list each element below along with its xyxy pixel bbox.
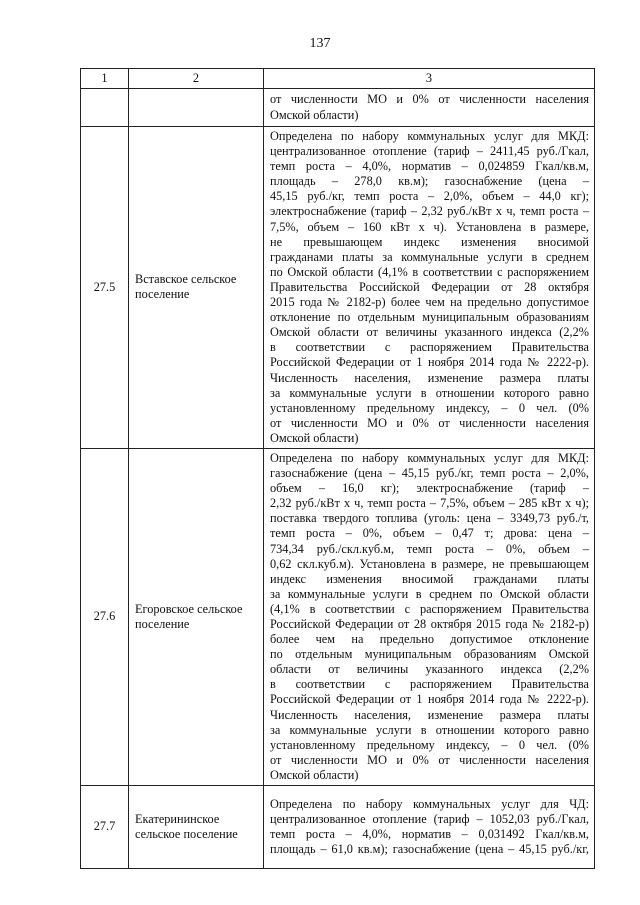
text-line: Российской Федерации от 1 ноября 2014 года № 2222-р). [270,692,589,707]
text-line: газоснабжение (цена – 45,15 руб./кг, темп роста – 2,0%, [270,466,589,481]
page-number: 137 [309,36,331,51]
text-line: по отдельным муниципальным образованиям Омской [270,647,589,662]
text-line: в соответствии с распоряжением Правительства [270,340,589,355]
text-line: Омской области от величины указанного индекса (2,2% [270,325,589,340]
row-number-cell: 27.5 [81,127,129,449]
text-line: 2015 года № 2182-р) более чем на предельно допустимое [270,295,589,310]
text-line: установленному предельному индексу, – 0 чел. (0% [270,400,589,415]
text-line: за коммунальные услуги в отношении которого равно [270,385,589,400]
text-line: 2,32 руб./кВт х ч, темп роста – 7,5%, объем – 285 кВт х ч); [270,496,589,511]
text-line: площадь – 278,0 кв.м); газоснабжение (цена – [270,174,589,189]
text-line: 45,15 руб./кг, темп роста – 2,0%, объем – 44,0 кг); [270,189,589,204]
text-line: (4,1% в соответствии с распоряжением Правительства [270,601,589,616]
column-header-3: 3 [264,69,595,89]
name-line: Екатерининское [135,811,220,826]
row-name-cell [129,89,264,127]
text-line: Омской области) [270,767,359,782]
text-line: централизованное отопление (тариф – 2411,45 руб./Гкал, [270,144,589,159]
row-text-cell [264,448,595,785]
text-line: более чем на предельно допустимое отклонение [270,632,589,647]
row-number-cell [81,89,129,127]
text-line: по Омской области (4,1% в соответствии с распоряжением [270,264,589,279]
text-line: индекс изменения вносимой гражданами платы [270,571,589,586]
text-line: Определена по набору коммунальных услуг для МКД: [270,129,589,143]
name-line: Вставское сельское [135,272,237,287]
text-line: Численность населения, изменение размера платы [270,707,589,722]
table-row [81,786,595,869]
row-text-cell [264,786,595,869]
text-line: за коммунальные услуги в отношении которого равно [270,722,589,737]
table-row [81,127,595,449]
text-line: гражданами платы за коммунальные услуги в среднем [270,249,589,264]
row-text-cell [264,89,595,127]
text-line: за коммунальные услуги в среднем по Омской области [270,586,589,601]
row-name-cell [129,786,264,869]
name-line: поселение [135,617,190,631]
table-row [81,448,595,785]
text-line: не превышающем индекс изменения вносимой [270,234,589,249]
text-line: темп роста – 4,0%, норматив – 0,031492 Гкал/кв.м, [270,827,589,842]
row-number-cell: 27.6 [81,448,129,785]
text-line: темп роста – 0%, объем – 0,47 т; дрова: цена – [270,526,589,541]
text-line: объем – 16,0 кг); электроснабжение (тариф – [270,481,589,496]
text-line: в соответствии с распоряжением Правительства [270,677,589,692]
text-line: электроснабжение (тариф – 2,32 руб./кВт х ч, темп роста – [270,204,589,219]
text-line: от численности МО и 0% от численности населения [270,752,589,767]
text-line: установленному предельному индексу, – 0 чел. (0% [270,737,589,752]
text-line: Российской Федерации от 28 октября 2015 года № 2182-р) [270,617,589,631]
text-line: Определена по набору коммунальных услуг для МКД: [270,450,589,465]
text-line: 7,5%, объем – 160 кВт х ч). Установлена в размере, [270,219,589,234]
name-line: поселение [135,287,190,302]
text-line: темп роста – 4,0%, норматив – 0,024859 Гкал/кв.м, [270,159,589,174]
text-line: от численности МО и 0% от численности населения [270,415,589,430]
row-number-cell: 27.7 [81,786,129,869]
row-name-cell [129,127,264,449]
name-line: Егоровское сельское [135,601,243,616]
row-text-cell [264,127,595,449]
row-name-cell [129,448,264,785]
text-line: Российской Федерации от 1 ноября 2014 года № 2222-р). [270,355,589,370]
text-line: Численность населения, изменение размера платы [270,370,589,385]
table-row-continuation [81,89,595,127]
document-table [80,68,595,869]
text-line: 0,62 скл.куб.м). Установлена в размере, не превышающем [270,556,589,571]
text-line: Омской области) [270,430,359,445]
column-header-2: 2 [129,69,264,89]
text-line: Определена по набору коммунальных услуг для ЧД: [270,796,589,811]
text-line: централизованное отопление (тариф – 1052,03 руб./Гкал, [270,811,589,826]
text-line: Омской области) [270,107,359,122]
text-line: Правительства Российской Федерации от 28 октября [270,279,589,294]
text-line: поставка твердого топлива (уголь: цена – 3349,73 руб./т, [270,511,589,526]
text-line: отклонение по отдельным муниципальным образованиям [270,310,589,325]
text-line: площадь – 61,0 кв.м); газоснабжение (цена – 45,15 руб./кг, [270,842,589,857]
table-header-row [81,69,595,89]
text-line: от численности МО и 0% от численности населения [270,92,589,107]
text-line: области от величины указанного индекса (2,2% [270,662,589,677]
text-line: 734,34 руб./скл.куб.м, темп роста – 0%, объем – [270,541,589,556]
name-line: сельское поселение [135,827,238,842]
column-header-1: 1 [81,69,129,89]
